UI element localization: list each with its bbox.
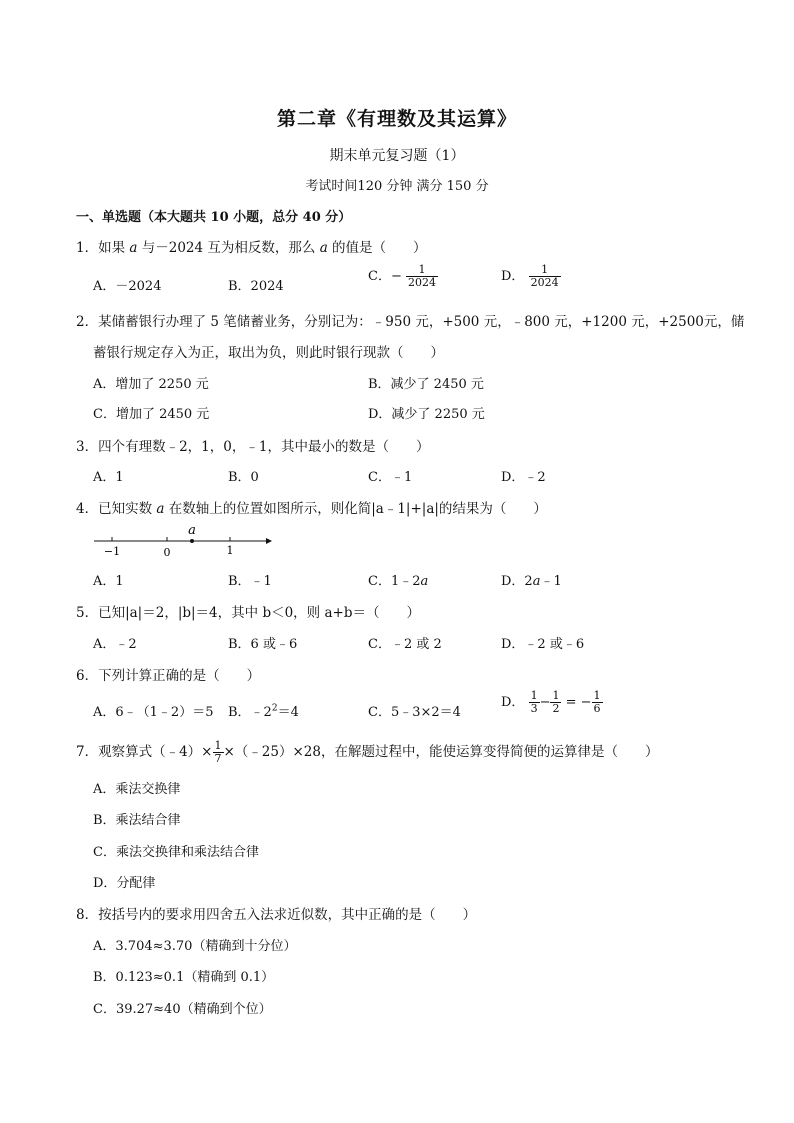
q4-option-d[interactable]: D．2a﹣1 bbox=[501, 574, 562, 589]
q2-option-b[interactable]: B．减少了 2450 元 bbox=[368, 377, 484, 392]
tick-label-minus-1: −1 bbox=[103, 545, 121, 558]
q4-option-a[interactable]: A．1 bbox=[93, 574, 124, 589]
q1-option-a[interactable]: A．－2024 bbox=[93, 279, 162, 294]
tick-label-0: 0 bbox=[163, 546, 171, 558]
q2-option-c[interactable]: C．增加了 2450 元 bbox=[93, 407, 210, 422]
q8-option-b[interactable]: B．0.123≈0.1（精确到 0.1） bbox=[93, 970, 275, 985]
q8-option-a[interactable]: A．3.704≈3.70（精确到十分位） bbox=[93, 939, 297, 954]
q1-option-c[interactable]: C．− $\frac{1}{2024}$ bbox=[368, 263, 436, 289]
section-heading: 一、单选题（本大题共 10 小题，总分 40 分） bbox=[76, 210, 352, 225]
q5-option-b[interactable]: B．6 或﹣6 bbox=[228, 637, 298, 652]
q3-option-b[interactable]: B．0 bbox=[228, 470, 259, 485]
q1-option-d[interactable]: D． $\frac{1}{2024}$ bbox=[501, 263, 559, 289]
q2-option-a[interactable]: A．增加了 2250 元 bbox=[93, 377, 209, 392]
question-7: 7．观察算式（﹣4）× $\frac{1}{7}$ ×（﹣25）×28，在解题过程中，能使运算变得简便的运算律是（ ） bbox=[76, 739, 659, 765]
question-2-line-1: 2．某储蓄银行办理了 5 笔储蓄业务，分别记为：﹣950 元，+500 元，﹣800 元，+1200 元，+2500元，储 bbox=[76, 314, 745, 330]
point-a bbox=[190, 539, 194, 543]
question-8: 8．按括号内的要求用四舍五入法求近似数，其中正确的是（ ） bbox=[76, 907, 477, 923]
q7-option-a[interactable]: A．乘法交换律 bbox=[93, 782, 181, 797]
question-6: 6．下列计算正确的是（ ） bbox=[76, 668, 261, 684]
q2-option-d[interactable]: D．减少了 2250 元 bbox=[368, 407, 485, 422]
q6-option-a[interactable]: A．6﹣（1﹣2）＝5 bbox=[93, 705, 214, 720]
q3-option-d[interactable]: D．﹣2 bbox=[501, 470, 546, 485]
point-a-label: a bbox=[188, 523, 196, 538]
q4-option-b[interactable]: B．﹣1 bbox=[228, 574, 272, 589]
q7-option-b[interactable]: B．乘法结合律 bbox=[93, 813, 181, 828]
q5-option-c[interactable]: C．﹣2 或 2 bbox=[368, 637, 442, 652]
page-title: 第二章《有理数及其运算》 bbox=[276, 108, 517, 130]
q6-option-d[interactable]: D． $\frac{1}{3}$ − $\frac{1}{2}$ = − $\frac{1}{6}$ bbox=[501, 689, 601, 715]
question-3: 3．四个有理数﹣2，1，0，﹣1，其中最小的数是（ ） bbox=[76, 439, 430, 455]
q8-option-c[interactable]: C．39.27≈40（精确到个位） bbox=[93, 1002, 272, 1017]
page-subtitle: 期末单元复习题（1） bbox=[329, 148, 465, 164]
q6-option-b[interactable]: B．$﹣2^2=4$ bbox=[228, 703, 299, 720]
arrow-right-icon bbox=[266, 538, 272, 544]
question-4: 4．已知实数 a 在数轴上的位置如图所示，则化简|a﹣1|+|a|的结果为（ ） bbox=[76, 501, 547, 517]
tick-label-1: 1 bbox=[226, 544, 234, 557]
question-5: 5．已知|a|＝2，|b|＝4，其中 b＜0，则 a+b＝（ ） bbox=[76, 605, 420, 621]
number-line-figure bbox=[92, 522, 272, 558]
q5-option-a[interactable]: A．﹣2 bbox=[93, 637, 137, 652]
q3-option-c[interactable]: C．﹣1 bbox=[368, 470, 413, 485]
q7-option-d[interactable]: D．分配律 bbox=[93, 876, 156, 891]
q7-option-c[interactable]: C．乘法交换律和乘法结合律 bbox=[93, 845, 259, 860]
q6-option-c[interactable]: C．5﹣3×2＝4 bbox=[368, 705, 461, 720]
q1-option-b[interactable]: B．2024 bbox=[228, 279, 284, 294]
q3-option-a[interactable]: A．1 bbox=[93, 470, 124, 485]
question-2-line-2: 蓄银行规定存入为正，取出为负，则此时银行现款（ ） bbox=[93, 345, 444, 361]
exam-info: 考试时间120 分钟 满分 150 分 bbox=[305, 179, 489, 194]
q5-option-d[interactable]: D．﹣2 或﹣6 bbox=[501, 637, 585, 652]
question-1: 1．如果 a 与－2024 互为相反数，那么 a 的值是（ ） bbox=[76, 240, 427, 256]
q4-option-c[interactable]: C．1﹣2a bbox=[368, 574, 429, 589]
